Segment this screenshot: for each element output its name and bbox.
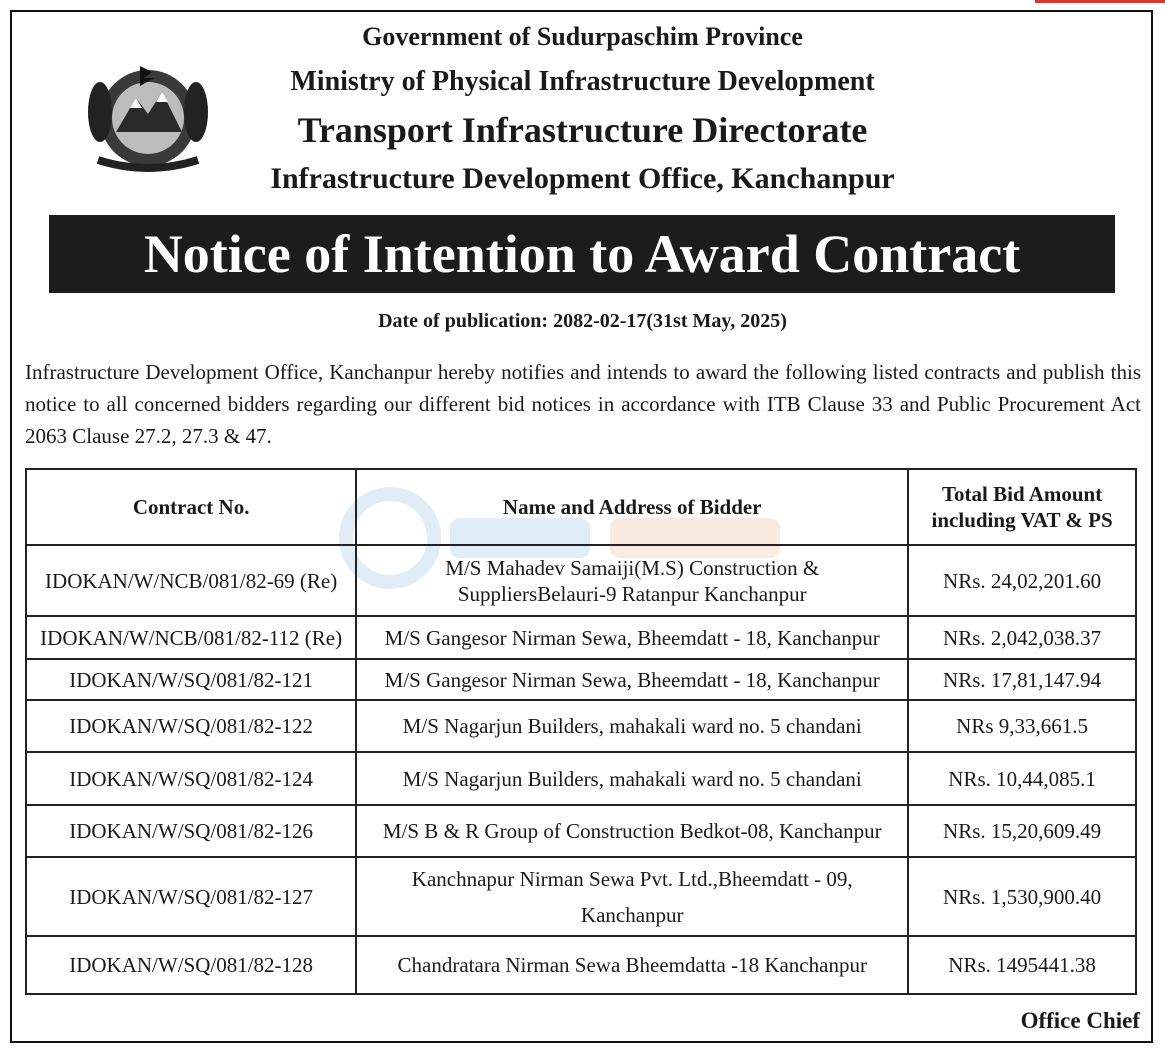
header-amount-line1: Total Bid Amount	[941, 482, 1103, 506]
contract-no: IDOKAN/W/SQ/081/82-128	[26, 936, 356, 994]
corner-mark	[1035, 0, 1165, 3]
contract-no: IDOKAN/W/SQ/081/82-127	[26, 857, 356, 936]
signoff-office-chief: Office Chief	[1020, 1008, 1140, 1033]
bid-amount: NRs. 1,530,900.40	[908, 857, 1136, 936]
award-table	[25, 468, 1137, 995]
table-row	[26, 936, 1136, 994]
bidder	[356, 545, 908, 616]
table-row	[26, 805, 1136, 857]
contract-no: IDOKAN/W/SQ/081/82-124	[26, 752, 356, 805]
contract-no: IDOKAN/W/SQ/081/82-122	[26, 700, 356, 752]
header-amount	[908, 469, 1136, 545]
table-row	[26, 616, 1136, 659]
bid-amount: NRs. 2,042,038.37	[908, 616, 1136, 659]
table-row	[26, 659, 1136, 700]
contract-no: IDOKAN/W/NCB/081/82-112 (Re)	[26, 616, 356, 659]
bid-amount: NRs 9,33,661.5	[908, 700, 1136, 752]
header-amount-line2: including VAT & PS	[931, 508, 1113, 532]
contract-no: IDOKAN/W/SQ/081/82-121	[26, 659, 356, 700]
table-row	[26, 857, 1136, 936]
bid-amount: NRs. 15,20,609.49	[908, 805, 1136, 857]
header-bidder: Name and Address of Bidder	[356, 469, 908, 545]
directorate-line: Transport Infrastructure Directorate	[297, 110, 868, 150]
bidder	[356, 857, 908, 936]
header-contract: Contract No.	[26, 469, 356, 545]
bidder: M/S Nagarjun Builders, mahakali ward no. 5 chandani	[356, 752, 908, 805]
table-row	[26, 752, 1136, 805]
table-row	[26, 545, 1136, 616]
bidder-line: Kanchanpur	[580, 902, 684, 927]
bid-amount: NRs. 24,02,201.60	[908, 545, 1136, 616]
bid-amount: NRs. 10,44,085.1	[908, 752, 1136, 805]
bidder-line: Kanchnapur Nirman Sewa Pvt. Ltd.,Bheemdatt - 09,	[411, 866, 853, 891]
notice-title-banner: Notice of Intention to Award Contract	[49, 215, 1115, 293]
table-header-row	[26, 469, 1136, 545]
table-row	[26, 700, 1136, 752]
bidder-line: M/S Mahadev Samaiji(M.S) Construction &	[445, 555, 820, 580]
bidder: M/S Gangesor Nirman Sewa, Bheemdatt - 18, Kanchanpur	[356, 616, 908, 659]
office-line: Infrastructure Development Office, Kanchanpur	[270, 162, 895, 195]
bid-amount: NRs. 1495441.38	[908, 936, 1136, 994]
publication-date: Date of publication: 2082-02-17(31st May, 2025)	[378, 310, 787, 332]
bid-amount: NRs. 17,81,147.94	[908, 659, 1136, 700]
bidder: M/S Gangesor Nirman Sewa, Bheemdatt - 18, Kanchanpur	[356, 659, 908, 700]
bidder: Chandratara Nirman Sewa Bheemdatta -18 Kanchanpur	[356, 936, 908, 994]
government-line: Government of Sudurpaschim Province	[362, 22, 803, 51]
bidder: M/S Nagarjun Builders, mahakali ward no. 5 chandani	[356, 700, 908, 752]
contract-no: IDOKAN/W/SQ/081/82-126	[26, 805, 356, 857]
intro-paragraph: Infrastructure Development Office, Kanchanpur hereby notifies and intends to award the following listed contracts and publish this notice to all concerned bidders regarding our different bid notices in accordance with ITB Clause 33 and Public Procurement Act 2063 Clause 27.2, 27.3 & 47.	[25, 360, 1141, 448]
bidder-line: SuppliersBelauri-9 Ratanpur Kanchanpur	[457, 581, 807, 606]
contract-no: IDOKAN/W/NCB/081/82-69 (Re)	[26, 545, 356, 616]
ministry-line: Ministry of Physical Infrastructure Development	[290, 66, 875, 97]
bidder: M/S B & R Group of Construction Bedkot-08, Kanchanpur	[356, 805, 908, 857]
